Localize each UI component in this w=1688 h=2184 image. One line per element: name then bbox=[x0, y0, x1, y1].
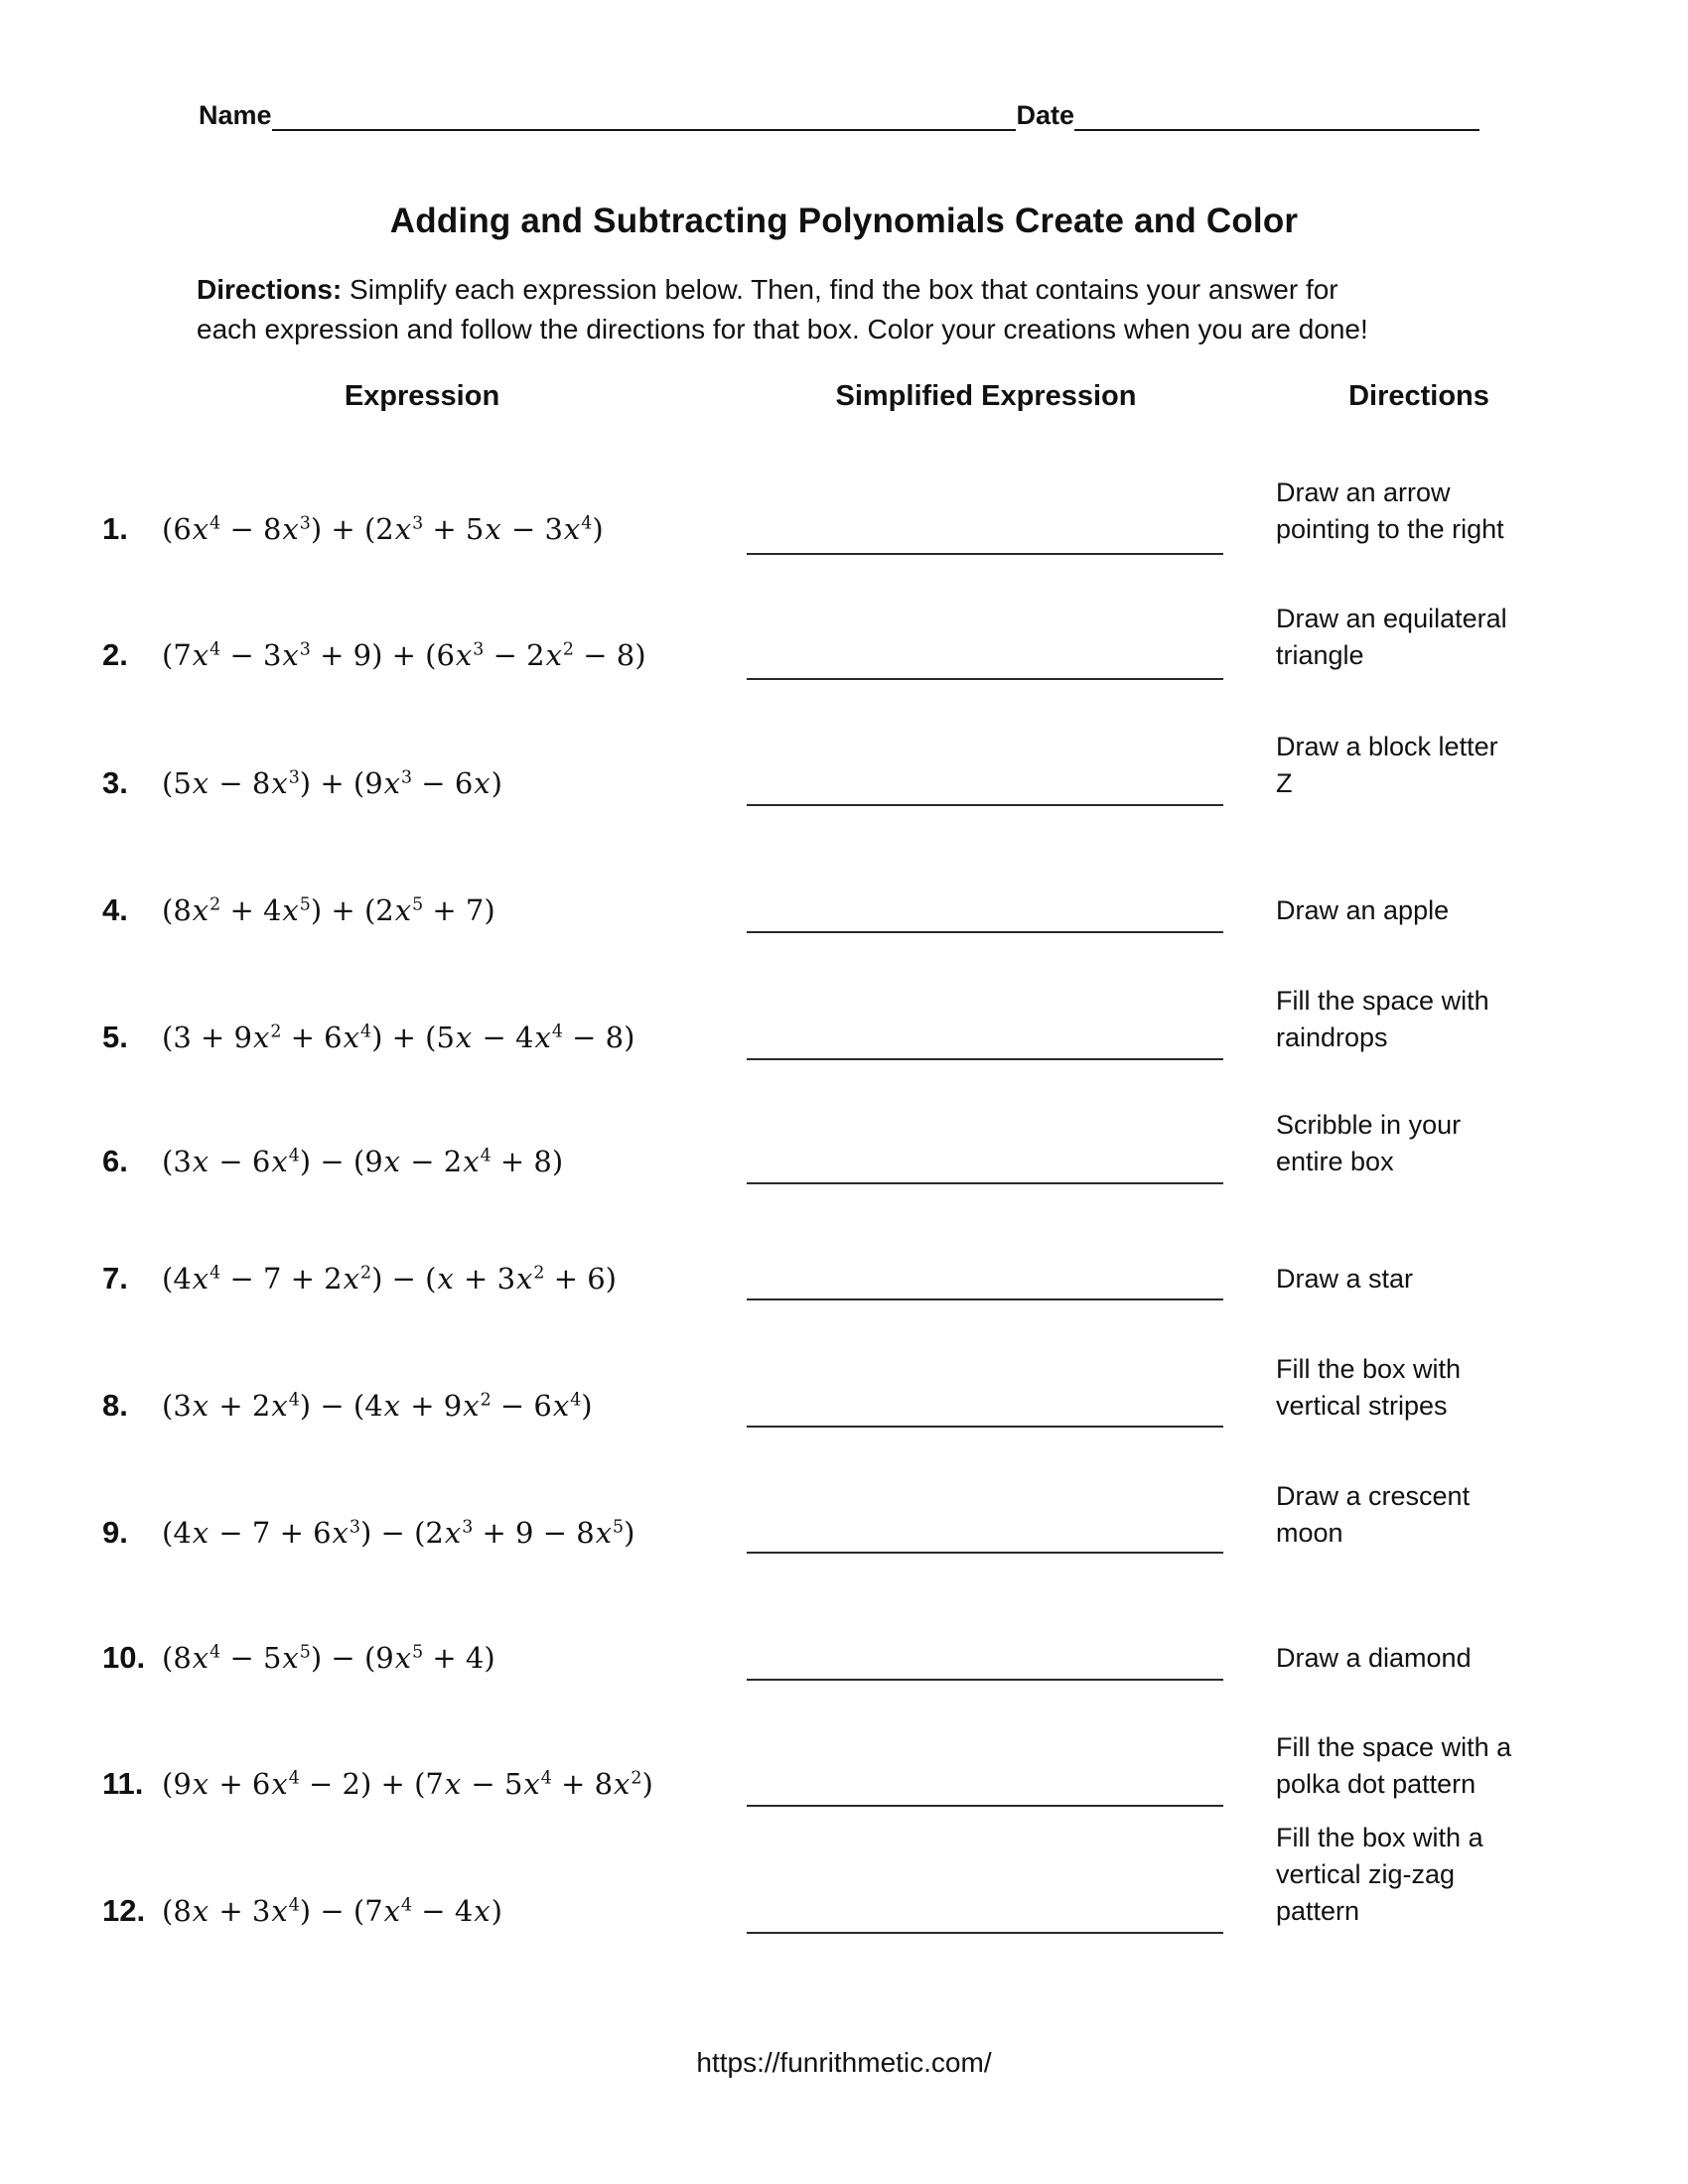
problem-number: 3. bbox=[102, 765, 128, 800]
problem-number: 6. bbox=[102, 1144, 128, 1178]
directions-intro-line1 bbox=[197, 270, 1368, 310]
answer-blank[interactable] bbox=[747, 553, 1223, 555]
answer-blank[interactable] bbox=[747, 678, 1223, 680]
answer-blank[interactable] bbox=[747, 804, 1223, 806]
problem-direction bbox=[1276, 1107, 1633, 1180]
directions-label: Directions: bbox=[197, 274, 343, 305]
problem-math: $(4x - 7 + 6x^3) - (2x^3 + 9 - 8x^5)$ bbox=[162, 1516, 635, 1550]
problem-number: 1. bbox=[102, 511, 128, 546]
problem-expression bbox=[102, 1380, 593, 1432]
name-date-header bbox=[199, 95, 1479, 131]
problem-direction bbox=[1276, 1820, 1633, 1930]
name-label: Name bbox=[199, 100, 272, 130]
problem-math: $(7x^4 - 3x^3 + 9) + (6x^3 - 2x^2 - 8)$ bbox=[162, 638, 646, 672]
problem-math: $(5x - 8x^3) + (9x^3 - 6x)$ bbox=[162, 766, 502, 800]
problem-number: 10. bbox=[102, 1640, 146, 1675]
problem-direction-line: entire box bbox=[1276, 1147, 1394, 1176]
problem-number: 2. bbox=[102, 637, 128, 672]
problem-direction bbox=[1276, 983, 1633, 1056]
problem-direction-line: pattern bbox=[1276, 1896, 1360, 1926]
problem-number: 4. bbox=[102, 892, 128, 927]
problem-expression bbox=[102, 1758, 653, 1810]
problem-direction-line: Draw a star bbox=[1276, 1264, 1414, 1294]
footer-url[interactable]: https://funrithmetic.com/ bbox=[696, 2047, 992, 2078]
problem-direction-line: moon bbox=[1276, 1518, 1343, 1548]
problem-number: 9. bbox=[102, 1515, 128, 1550]
answer-blank[interactable] bbox=[747, 1426, 1223, 1428]
answer-blank[interactable] bbox=[747, 1298, 1223, 1300]
answer-blank[interactable] bbox=[747, 1805, 1223, 1807]
column-header-simplified-expression: Simplified Expression bbox=[835, 380, 1137, 412]
problem-direction-line: Draw an equilateral bbox=[1276, 604, 1507, 633]
date-blank[interactable] bbox=[1074, 95, 1479, 131]
problem-math: $(8x^4 - 5x^5) - (9x^5 + 4)$ bbox=[162, 1641, 495, 1675]
problem-math: $(8x^2 + 4x^5) + (2x^5 + 7)$ bbox=[162, 893, 495, 927]
date-label: Date bbox=[1016, 100, 1074, 130]
problem-direction-line: Scribble in your bbox=[1276, 1110, 1462, 1140]
problem-direction-line: Draw a block letter bbox=[1276, 732, 1498, 761]
problem-expression bbox=[102, 1012, 634, 1063]
problem-direction bbox=[1276, 1351, 1633, 1425]
problem-direction-line: Fill the box with a bbox=[1276, 1823, 1483, 1852]
answer-blank[interactable] bbox=[747, 1182, 1223, 1184]
problem-expression bbox=[102, 1253, 617, 1304]
problem-math: $(9x + 6x^4 - 2) + (7x - 5x^4 + 8x^2)$ bbox=[162, 1767, 653, 1801]
problem-direction bbox=[1276, 475, 1633, 548]
answer-blank[interactable] bbox=[747, 1932, 1223, 1934]
problem-expression bbox=[102, 1632, 495, 1684]
problem-direction bbox=[1276, 1261, 1633, 1297]
problem-expression bbox=[102, 629, 646, 681]
problem-direction-line: vertical zig-zag bbox=[1276, 1859, 1456, 1889]
problem-expression bbox=[102, 885, 495, 936]
problem-number: 8. bbox=[102, 1388, 128, 1423]
answer-blank[interactable] bbox=[747, 1552, 1223, 1554]
directions-intro-line2: each expression and follow the directions for that box. Color your creations when you are done! bbox=[197, 314, 1368, 344]
answer-blank[interactable] bbox=[747, 1679, 1223, 1681]
problem-direction-line: Draw a diamond bbox=[1276, 1643, 1472, 1673]
directions-intro bbox=[197, 270, 1368, 349]
problem-direction-line: polka dot pattern bbox=[1276, 1769, 1477, 1799]
directions-intro-line1-text: Simplify each expression below. Then, find the box that contains your answer for bbox=[342, 274, 1338, 305]
problem-direction-line: Fill the space with a bbox=[1276, 1732, 1512, 1762]
problem-direction-line: Draw an apple bbox=[1276, 895, 1450, 925]
problem-direction bbox=[1276, 729, 1633, 802]
problem-math: $(8x + 3x^4) - (7x^4 - 4x)$ bbox=[162, 1894, 502, 1928]
answer-blank[interactable] bbox=[747, 1058, 1223, 1060]
column-header-expression: Expression bbox=[344, 380, 500, 412]
problem-number: 5. bbox=[102, 1020, 128, 1054]
problem-expression bbox=[102, 503, 604, 555]
problem-direction-line: Z bbox=[1276, 768, 1293, 798]
problem-expression bbox=[102, 1507, 634, 1559]
problem-math: $(6x^4 - 8x^3) + (2x^3 + 5x - 3x^4)$ bbox=[162, 512, 604, 546]
problem-direction-line: vertical stripes bbox=[1276, 1391, 1448, 1421]
answer-blank[interactable] bbox=[747, 931, 1223, 933]
problem-number: 12. bbox=[102, 1893, 146, 1928]
problem-math: $(3x - 6x^4) - (9x - 2x^4 + 8)$ bbox=[162, 1145, 564, 1178]
problem-direction bbox=[1276, 601, 1633, 674]
page-title: Adding and Subtracting Polynomials Create and Color bbox=[389, 202, 1299, 240]
problem-expression bbox=[102, 757, 502, 809]
problem-number: 7. bbox=[102, 1261, 128, 1296]
problem-direction-line: Fill the box with bbox=[1276, 1354, 1462, 1384]
name-blank[interactable] bbox=[272, 95, 1017, 131]
problem-math: $(3x + 2x^4) - (4x + 9x^2 - 6x^4)$ bbox=[162, 1389, 593, 1423]
problem-direction-line: Draw an arrow bbox=[1276, 478, 1451, 507]
problem-direction bbox=[1276, 1478, 1633, 1552]
problem-direction-line: raindrops bbox=[1276, 1023, 1388, 1052]
problem-direction bbox=[1276, 892, 1633, 929]
problem-direction bbox=[1276, 1640, 1633, 1677]
problem-math: $(4x^4 - 7 + 2x^2) - (x + 3x^2 + 6)$ bbox=[162, 1262, 617, 1296]
problem-expression bbox=[102, 1136, 563, 1187]
problem-direction bbox=[1276, 1729, 1633, 1803]
problem-direction-line: triangle bbox=[1276, 640, 1364, 670]
problem-expression bbox=[102, 1885, 502, 1937]
column-header-directions: Directions bbox=[1348, 380, 1489, 412]
problem-number: 11. bbox=[102, 1766, 144, 1801]
problem-direction-line: Fill the space with bbox=[1276, 986, 1489, 1016]
problem-direction-line: pointing to the right bbox=[1276, 514, 1504, 544]
problem-math: $(3 + 9x^2 + 6x^4) + (5x - 4x^4 - 8)$ bbox=[162, 1021, 635, 1054]
problem-direction-line: Draw a crescent bbox=[1276, 1481, 1471, 1511]
